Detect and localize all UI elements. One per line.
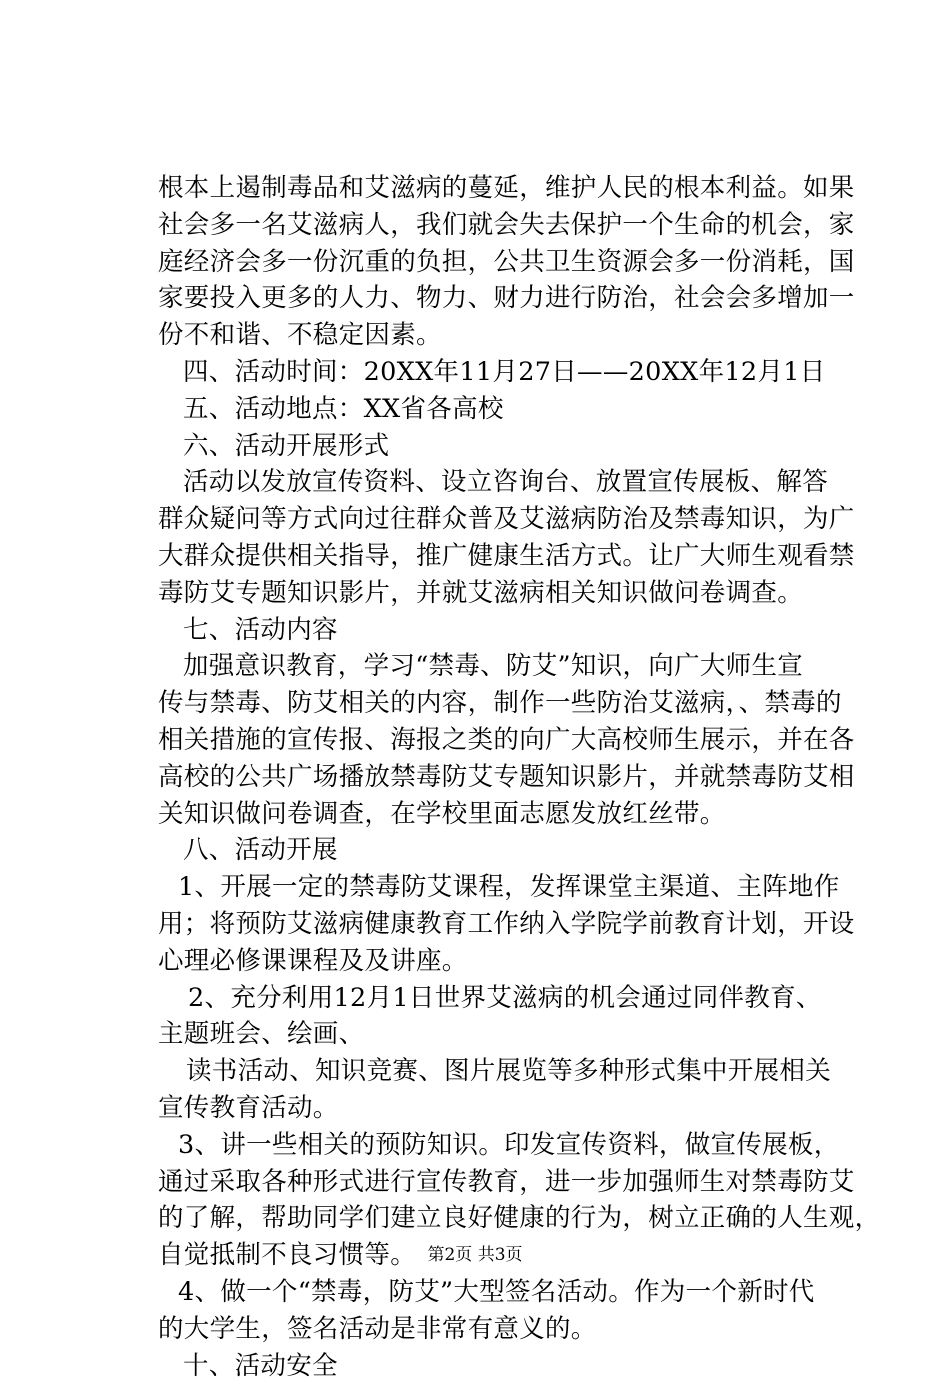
text-line: 心理必修课课程及及讲座。 <box>158 945 468 976</box>
text-line: 份不和谐、不稳定因素。 <box>158 320 442 351</box>
list-item-text: 1、开展一定的禁毒防艾课程，发挥课堂主渠道、主阵地作 <box>178 872 840 903</box>
section-heading: 六、活动开展形式 <box>183 430 390 461</box>
list-item-text: 2、充分利用12月1日世界艾滋病的机会通过同伴教育、 <box>188 982 822 1013</box>
text-line: 社会多一名艾滋病人，我们就会失去保护一个生命的机会，家 <box>158 209 855 240</box>
text-line: 相关措施的宣传报、海报之类的向广大高校师生展示，并在各 <box>158 724 855 755</box>
text-line: 宣传教育活动。 <box>158 1092 339 1123</box>
text-line: 高校的公共广场播放禁毒防艾专题知识影片，并就禁毒防艾相 <box>158 761 855 792</box>
text-line: 加强意识教育，学习“禁毒、防艾”知识，向广大师生宣 <box>183 651 804 682</box>
section-heading: 八、活动开展 <box>183 835 338 866</box>
section-heading: 四、活动时间：20XX年11月27日——20XX年12月1日 <box>183 356 826 387</box>
text-line: 用；将预防艾滋病健康教育工作纳入学院学前教育计划，开设 <box>158 908 855 939</box>
text-line: 自觉抵制不良习惯等。 <box>158 1240 417 1271</box>
section-heading: 十、活动安全 <box>183 1350 338 1381</box>
document-body <box>158 173 881 1387</box>
text-line: 群众疑问等方式向过往群众普及艾滋病防治及禁毒知识，为广 <box>158 504 855 535</box>
text-line: 读书活动、知识竞赛、图片展览等多种形式集中开展相关 <box>186 1056 832 1087</box>
text-line: 大群众提供相关指导，推广健康生活方式。让广大师生观看禁 <box>158 540 855 571</box>
text-line: 家要投入更多的人力、物力、财力进行防治，社会会多增加一 <box>158 283 855 314</box>
section-heading: 七、活动内容 <box>183 614 338 645</box>
section-heading: 五、活动地点：XX省各高校 <box>183 393 504 424</box>
text-line: 传与禁毒、防艾相关的内容，制作一些防治艾滋病，、禁毒的 <box>158 688 842 719</box>
list-item-text: 4、做一个“禁毒，防艾”大型签名活动。作为一个新时代 <box>178 1276 815 1307</box>
text-line: 庭经济会多一份沉重的负担，公共卫生资源会多一份消耗，国 <box>158 246 855 277</box>
text-line: 的大学生，签名活动是非常有意义的。 <box>158 1313 597 1344</box>
text-line: 主题班会、绘画、 <box>158 1019 365 1050</box>
text-line: 活动以发放宣传资料、设立咨询台、放置宣传展板、解答 <box>183 467 829 498</box>
text-line: 根本上遏制毒品和艾滋病的蔓延，维护人民的根本利益。如果 <box>158 173 855 203</box>
text-line: 关知识做问卷调查，在学校里面志愿发放红丝带。 <box>158 798 726 829</box>
text-line: 通过采取各种形式进行宣传教育，进一步加强师生对禁毒防艾 <box>158 1166 855 1197</box>
text-line: 毒防艾专题知识影片，并就艾滋病相关知识做问卷调查。 <box>158 577 804 608</box>
text-line: 的了解，帮助同学们建立良好健康的行为，树立正确的人生观， <box>158 1203 881 1234</box>
page-number: 第2页 共3页 <box>427 1245 523 1265</box>
list-item-text: 3、讲一些相关的预防知识。印发宣传资料，做宣传展板， <box>178 1129 840 1160</box>
